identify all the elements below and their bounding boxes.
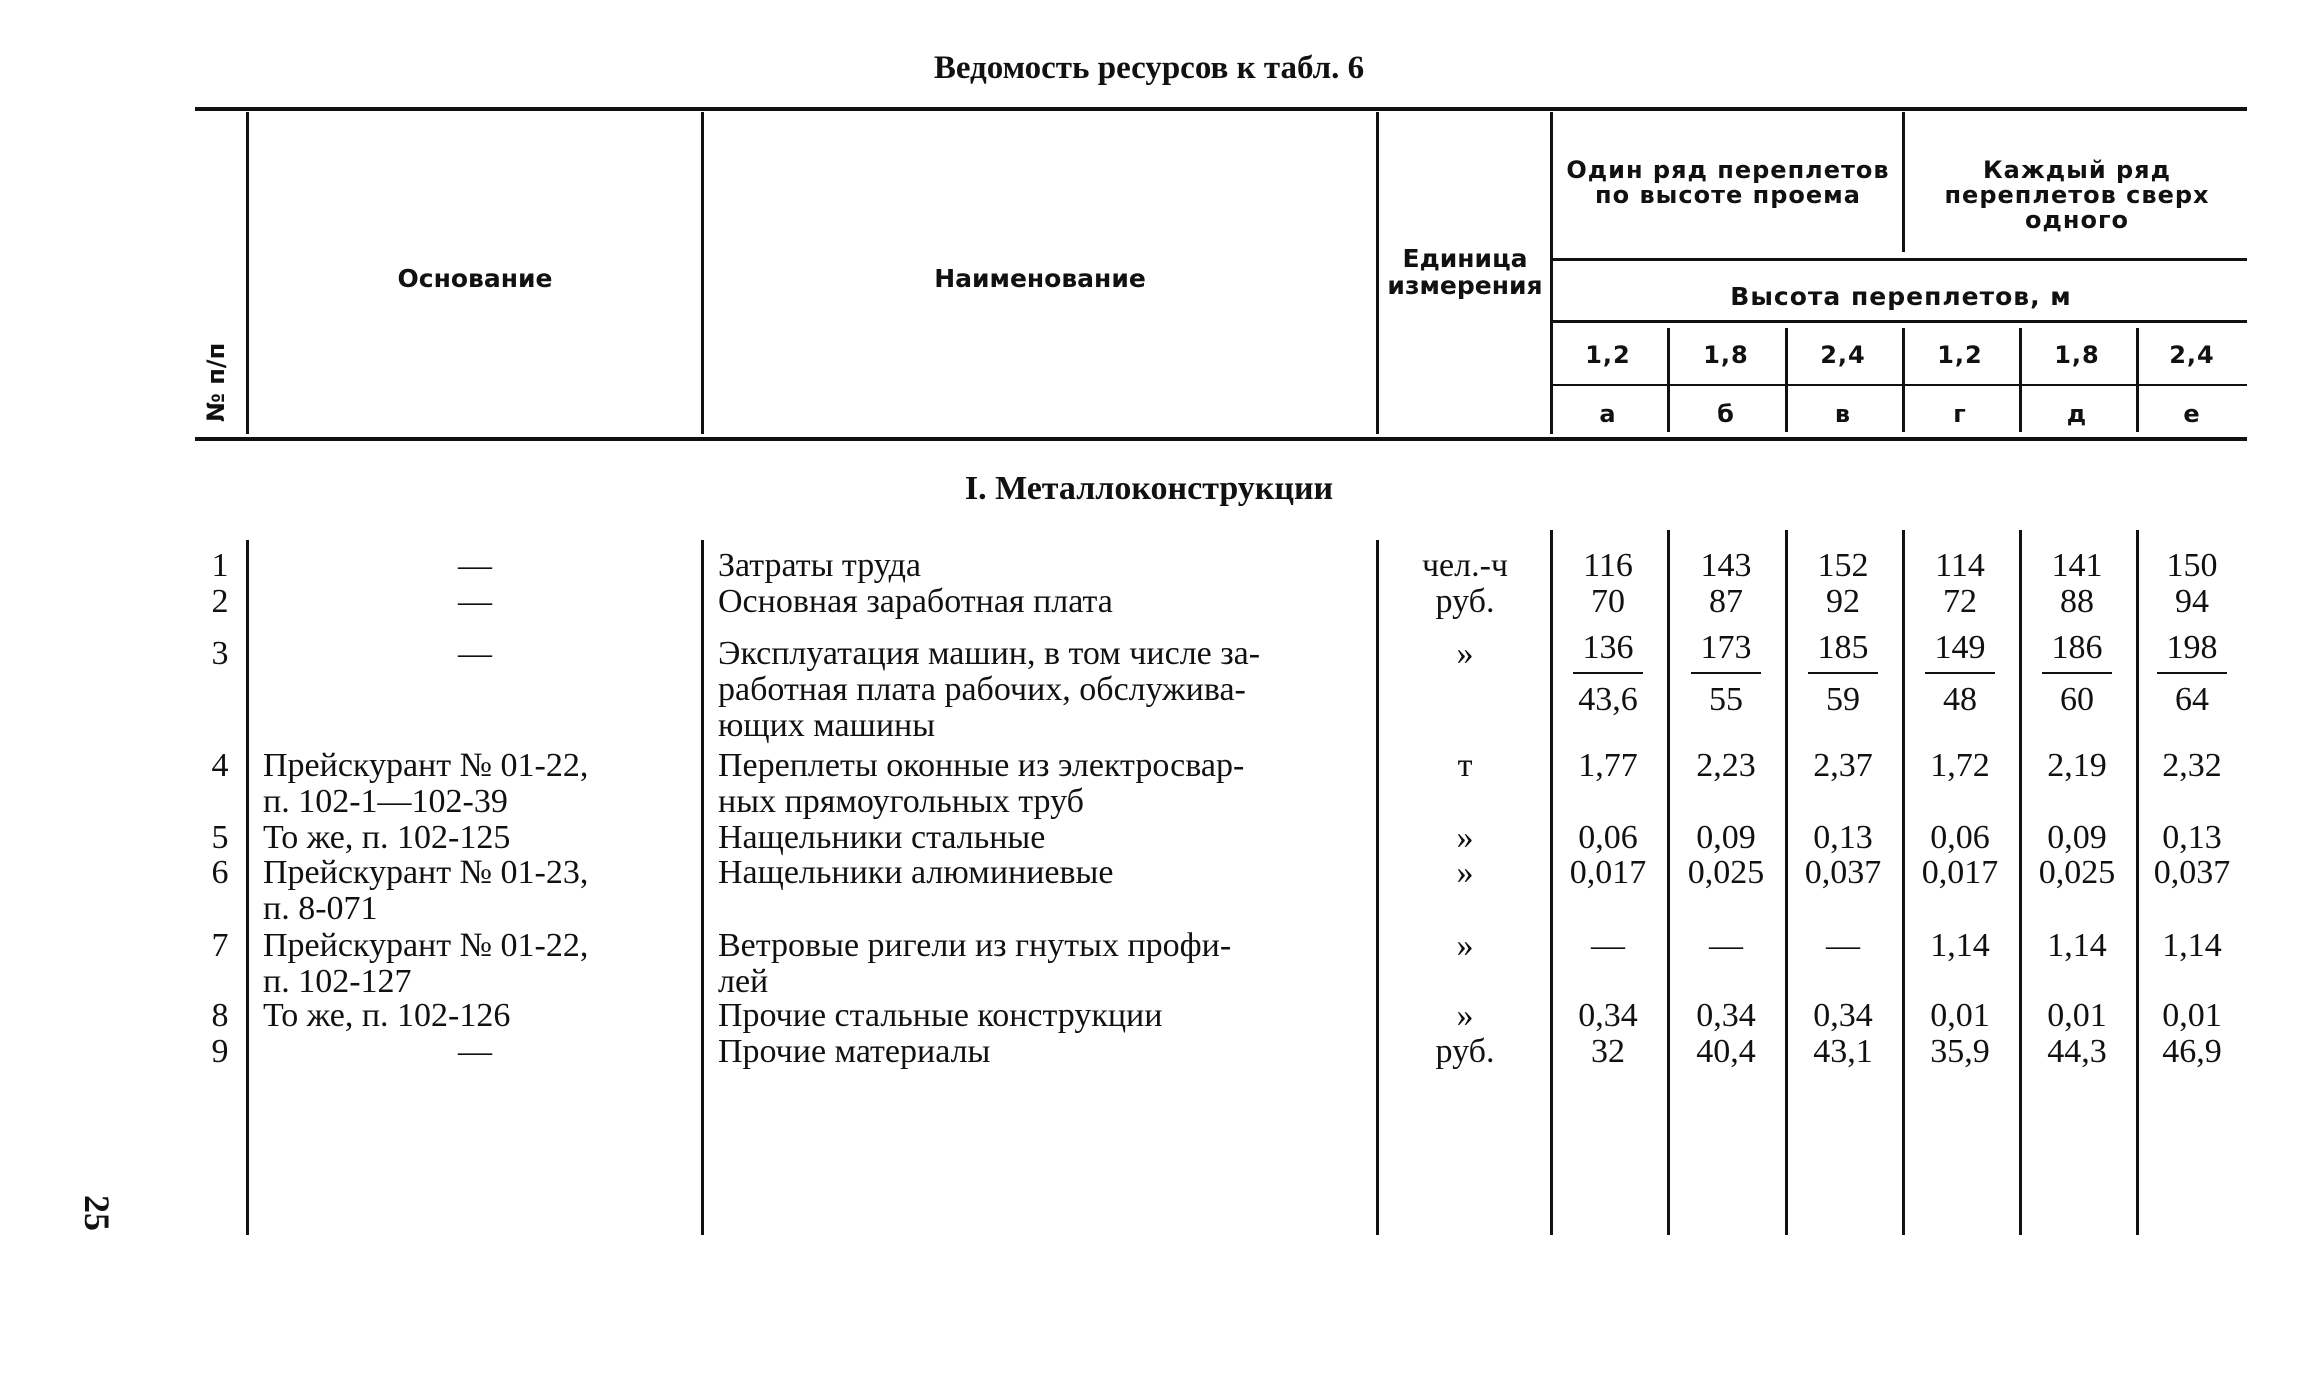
column-header-name: Наименование	[934, 264, 1146, 293]
basis-text: п. 102-1—102-39	[263, 783, 508, 820]
value-cell: 0,13	[1813, 819, 1873, 856]
value-cell: 1,77	[1578, 747, 1638, 784]
value-cell: 0,01	[1930, 997, 1990, 1034]
value-cell: 0,01	[2047, 997, 2107, 1034]
row-number: 8	[211, 997, 229, 1034]
value-cell: 94	[2175, 583, 2209, 620]
unit-text: руб.	[1435, 583, 1495, 620]
value-cell: —	[1591, 927, 1625, 964]
value-cell: 43,1	[1813, 1033, 1873, 1070]
header-bottom-rule	[195, 437, 2247, 441]
basis-dash: —	[458, 1033, 492, 1070]
value-cell: 72	[1943, 583, 1977, 620]
basis-text: Прейскурант № 01-22,	[263, 927, 589, 964]
row-number: 5	[211, 819, 229, 856]
value-cell: 1,72	[1930, 747, 1990, 784]
value-cell: 88	[2060, 583, 2094, 620]
value-cell: 0,06	[1930, 819, 1990, 856]
row-number: 2	[211, 583, 229, 620]
value-cell: —	[1709, 927, 1743, 964]
row-number: 6	[211, 854, 229, 891]
value-cell: 0,037	[2153, 854, 2231, 891]
column-letter: б	[1717, 400, 1735, 428]
value-cell: 0,09	[1696, 819, 1756, 856]
value-subcell: 43,6	[1578, 681, 1638, 718]
basis-text: Прейскурант № 01-23,	[263, 854, 589, 891]
value-cell: 2,37	[1813, 747, 1873, 784]
name-text: Нащельники алюминиевые	[718, 854, 1114, 891]
name-text: ных прямоугольных труб	[718, 783, 1084, 820]
header-vline-3	[1376, 112, 1379, 434]
value-cell: 198	[2166, 629, 2218, 666]
name-text: Затраты труда	[718, 547, 922, 584]
name-text: Нащельники стальные	[718, 819, 1046, 856]
column-header-group-each-row-text: Каждый ряд переплетов сверх одного	[1944, 156, 2210, 234]
document-title: Ведомость ресурсов к табл. 6	[933, 50, 1365, 86]
column-header-height: Высота переплетов, м	[1730, 282, 2072, 311]
column-header-basis: Основание	[397, 264, 553, 293]
value-cell: 141	[2051, 547, 2103, 584]
value-cell: 0,025	[1687, 854, 1765, 891]
value-cell: 1,14	[2047, 927, 2107, 964]
unit-text: »	[1456, 854, 1474, 891]
value-cell: 0,01	[2162, 997, 2222, 1034]
column-header-number: № п/п	[202, 342, 230, 422]
body-vline-3	[1376, 540, 1379, 1235]
value-cell: 0,017	[1569, 854, 1647, 891]
header-vline-2	[701, 112, 704, 434]
page-number: 25	[77, 1195, 117, 1231]
row-number: 7	[211, 927, 229, 964]
column-header-unit	[1380, 245, 1550, 299]
value-cell: 0,037	[1804, 854, 1882, 891]
value-cell: 173	[1700, 629, 1752, 666]
basis-text: То же, п. 102-126	[263, 997, 511, 1034]
unit-text: чел.-ч	[1421, 547, 1509, 584]
unit-text: »	[1456, 927, 1474, 964]
height-value: 2,4	[2169, 341, 2215, 369]
basis-text: п. 102-127	[263, 963, 412, 1000]
value-cell: 186	[2051, 629, 2103, 666]
value-cell: 0,34	[1696, 997, 1756, 1034]
fraction-line	[2157, 672, 2227, 674]
name-text: Основная заработная плата	[718, 583, 1113, 620]
value-cell: 150	[2166, 547, 2218, 584]
value-cell: 35,9	[1930, 1033, 1990, 1070]
value-cell: 2,32	[2162, 747, 2222, 784]
basis-text: п. 8-071	[263, 890, 378, 927]
name-text: Прочие стальные конструкции	[718, 997, 1163, 1034]
value-cell: 2,23	[1696, 747, 1756, 784]
value-cell: 2,19	[2047, 747, 2107, 784]
column-header-group-each-row	[1908, 158, 2246, 233]
header-subrule-3	[1552, 384, 2247, 386]
value-cell: 114	[1935, 547, 1985, 584]
column-letter: а	[1599, 400, 1617, 428]
body-vline-2	[701, 540, 704, 1235]
body-vline-1	[246, 540, 249, 1235]
value-cell: 1,14	[2162, 927, 2222, 964]
header-top-rule	[195, 107, 2247, 111]
value-cell: 40,4	[1696, 1033, 1756, 1070]
value-subcell: 59	[1826, 681, 1860, 718]
name-text: Ветровые ригели из гнутых профи-	[718, 927, 1232, 964]
column-letter: г	[1953, 400, 1967, 428]
name-text: лей	[718, 963, 769, 1000]
value-cell: 136	[1582, 629, 1634, 666]
value-cell: 44,3	[2047, 1033, 2107, 1070]
name-text: Эксплуатация машин, в том числе за-	[718, 635, 1261, 672]
value-cell: 0,025	[2038, 854, 2116, 891]
fraction-line	[2042, 672, 2112, 674]
name-text: Переплеты оконные из электросвар-	[718, 747, 1245, 784]
value-cell: 70	[1591, 583, 1625, 620]
value-cell: 116	[1583, 547, 1633, 584]
section-title: I. Металлоконструкции	[964, 470, 1334, 507]
basis-text: То же, п. 102-125	[263, 819, 511, 856]
value-cell: 87	[1709, 583, 1743, 620]
row-number: 1	[211, 547, 229, 584]
value-cell: 1,14	[1930, 927, 1990, 964]
basis-dash: —	[458, 635, 492, 672]
basis-dash: —	[458, 583, 492, 620]
unit-text: руб.	[1435, 1033, 1495, 1070]
value-cell: 149	[1934, 629, 1986, 666]
value-cell: 46,9	[2162, 1033, 2222, 1070]
column-letter: в	[1834, 400, 1852, 428]
fraction-line	[1691, 672, 1761, 674]
height-value: 1,8	[2054, 341, 2100, 369]
value-cell: 92	[1826, 583, 1860, 620]
value-cell: 143	[1700, 547, 1752, 584]
value-cell: 152	[1817, 547, 1869, 584]
height-value: 1,2	[1937, 341, 1983, 369]
column-header-group-one-row-text: Один ряд переплетов по высоте проема	[1566, 156, 1890, 209]
value-cell: —	[1826, 927, 1860, 964]
value-cell: 185	[1817, 629, 1869, 666]
value-subcell: 64	[2175, 681, 2209, 718]
row-number: 9	[211, 1033, 229, 1070]
fraction-line	[1925, 672, 1995, 674]
row-number: 4	[211, 747, 229, 784]
unit-text: »	[1456, 819, 1474, 856]
header-subrule-1	[1552, 258, 2247, 261]
value-cell: 32	[1591, 1033, 1625, 1070]
value-cell: 0,017	[1921, 854, 1999, 891]
header-vline-5	[1902, 112, 1905, 252]
unit-text: »	[1456, 635, 1474, 672]
basis-text: Прейскурант № 01-22,	[263, 747, 589, 784]
value-cell: 0,34	[1578, 997, 1638, 1034]
value-cell: 0,06	[1578, 819, 1638, 856]
header-vline-1	[246, 112, 249, 434]
height-value: 1,8	[1703, 341, 1749, 369]
unit-text: т	[1457, 747, 1473, 784]
row-number: 3	[211, 635, 229, 672]
value-cell: 0,34	[1813, 997, 1873, 1034]
height-value: 2,4	[1820, 341, 1866, 369]
column-header-unit-text: Единица измерения	[1387, 244, 1543, 300]
value-cell: 0,13	[2162, 819, 2222, 856]
fraction-line	[1573, 672, 1643, 674]
name-text: работная плата рабочих, обслужива-	[718, 671, 1246, 708]
header-vline-4	[1550, 112, 1553, 434]
header-subrule-2	[1552, 320, 2247, 323]
column-letter: д	[2066, 400, 2088, 428]
value-cell: 0,09	[2047, 819, 2107, 856]
column-letter: е	[2183, 400, 2201, 428]
fraction-line	[1808, 672, 1878, 674]
basis-dash: —	[458, 547, 492, 584]
column-header-group-one-row	[1556, 158, 1900, 208]
name-text: ющих машины	[718, 707, 936, 744]
name-text: Прочие материалы	[718, 1033, 991, 1070]
value-subcell: 55	[1709, 681, 1743, 718]
height-value: 1,2	[1585, 341, 1631, 369]
value-subcell: 48	[1943, 681, 1977, 718]
value-subcell: 60	[2060, 681, 2094, 718]
unit-text: »	[1456, 997, 1474, 1034]
